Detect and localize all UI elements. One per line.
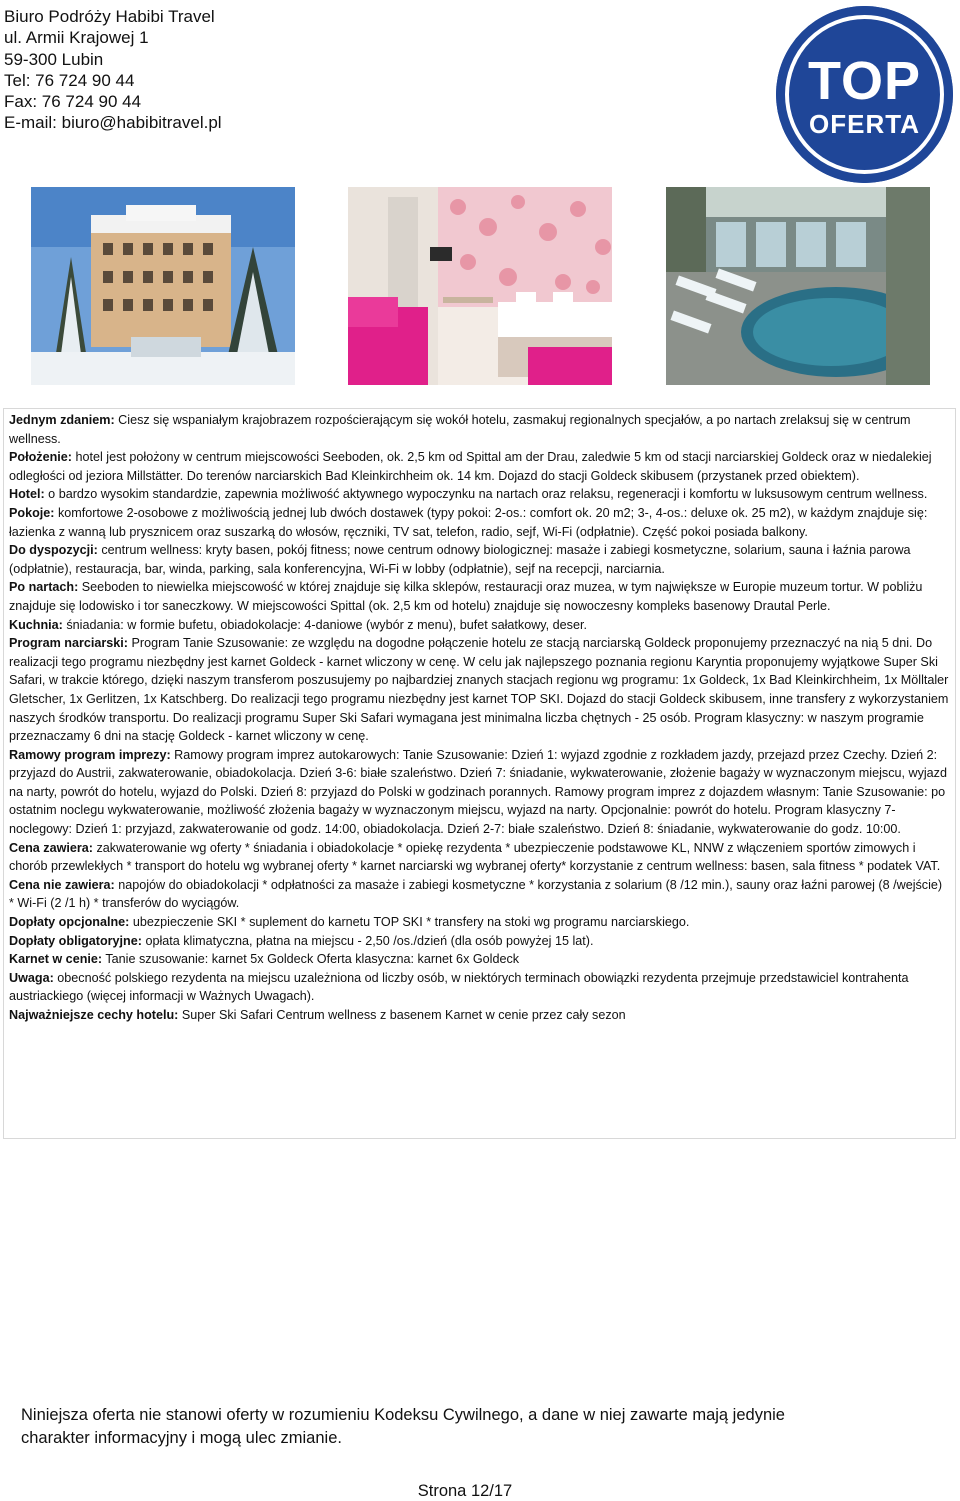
section-paragraph (9, 411, 949, 448)
agency-contact (4, 6, 222, 134)
section-label: Cena nie zawiera: (9, 877, 115, 892)
section-paragraph (9, 913, 949, 932)
section-label: Położenie: (9, 450, 72, 465)
section-text: obecność polskiego rezydenta na miejscu uzależniona od liczby osób, w niektórych terminach obowiązki rezydenta przejmuje przedstawiciel kontrahenta austriackiego (więcej informacji w Ważnych Uwagach). (9, 970, 909, 1004)
hotel-exterior-photo (31, 187, 295, 385)
section-label: Dopłaty opcjonalne: (9, 915, 130, 930)
agency-email: E-mail: biuro@habibitravel.pl (4, 113, 222, 133)
section-text: śniadania: w formie bufetu, obiadokolacje: 4-daniowe (wybór z menu), bufet sałatkowy, deser. (62, 617, 587, 632)
section-text: centrum wellness: kryty basen, pokój fitness; nowe centrum odnowy biologicznej: masaże i zabiegi kosmetyczne, solarium, sauna i łaźnia parowa (odpłatnie), restauracja, bar, winda, parking, sala konferencyjna, Wi-Fi w lobby (odpłatnie), sejf na recepcji, narciarnia. (9, 543, 911, 576)
section-text: zakwaterowanie wg oferty * śniadania i obiadokolacje * opiekę rezydenta * ubezpieczenie podstawowe KL, NNW z włączeniem sportów zimowych i chorób przewlekłych * transport do hotelu wg wybranej oferty * karnet narciarski wg wybranej oferty* korzystanie z centrum wellness: basen, sala fitness * podatek VAT. (9, 840, 941, 874)
section-label: Po nartach: (9, 580, 79, 595)
section-text: Ramowy program imprez autokarowych: Tanie Szusowanie: Dzień 1: wyjazd zgodnie z rozkładem jazdy, przejazd przez Czechy. Dzień 2: przyjazd do Austrii, zakwaterowanie, obiadokolacja. Dzień 3-6: białe szaleństwo. Dzień 7: śniadanie, wykwaterowanie, złożenie bagaży w wyznaczonym miejscu, wyjazd na narty, powrót do hotelu, wyjazd do Polski. Dzień 8: przyjazd do Polski w godzinach porannych. Ramowy program imprez z dojazdem własnym: Tanie Szusowanie: po ostatnim noclegu wykwaterowanie, możliwość złożenia bagaży w wyznaczonym miejscu, wyjazd na narty. Opcjonalnie: powrót do hotelu. Program klasyczny 7-noclegowy: Dzień 1: przyjazd, zakwaterowanie od godz. 14:00, obiadokolacja. Dzień 2-7: białe szaleństwo. Dzień 8: śniadanie, wykwaterowanie do godz. 10:00. (9, 747, 947, 837)
badge-line2: OFERTA (809, 109, 920, 139)
section-paragraph (9, 1006, 949, 1025)
agency-city: 59-300 Lubin (4, 49, 104, 69)
section-label: Uwaga: (9, 970, 54, 985)
section-paragraph (9, 950, 949, 969)
section-text: ubezpieczenie SKI * suplement do karnetu TOP SKI * transfery na stoki wg programu narciarskiego. (129, 915, 690, 930)
section-label: Pokoje: (9, 505, 55, 520)
section-paragraph (9, 746, 949, 839)
section-text: opłata klimatyczna, płatna na miejscu - 2,50 /os./dzień (dla osób powyżej 15 lat). (141, 933, 594, 948)
agency-name: Biuro Podróży Habibi Travel (4, 7, 215, 26)
section-label: Kuchnia: (9, 617, 63, 632)
section-paragraph (9, 504, 949, 541)
section-text: Super Ski Safari Centrum wellness z basenem Karnet w cenie przez cały sezon (178, 1008, 626, 1022)
section-paragraph (9, 932, 949, 951)
section-paragraph (9, 485, 949, 504)
section-label: Karnet w cenie: (9, 952, 103, 967)
section-text: Program Tanie Szusowanie: ze względu na dogodne połączenie hotelu ze stacją narciarską Goldeck proponujemy przeznaczyć na nią 5 dni. Do realizacji tego programu niezbędny jest karnet Goldeck - karnet wliczony w cenę. W celu jak najlepszego poznania regionu Karyntia proponujemy wyjątkowe Super Ski Safari, w trakcie którego, dzięki naszym transferom poszusujemy po najbardziej znanych stacjach regionu wg programu: 1x Goldeck, 1x Bad Kleinkirchheim, 1x Mölltaler Gletscher, 1x Gerlitzen, 1x Katschberg. Do realizacji tego programu niezbędny jest karnet TOP SKI. Dojazd do stacji Goldeck skibusem, inne transfery z wykorzystaniem naszych środków transportu. Do realizacji programu Super Ski Safari wymagana jest minimalna liczba chętnych - 25 osób. Program klasyczny: w naszym programie przeznaczamy 6 dni na stację Goldeck - karnet wliczony w cenę. (9, 636, 949, 744)
section-paragraph (9, 876, 949, 913)
section-text: Seeboden to niewielka miejscowość w której znajduje się kilka sklepów, restauracji oraz muzea, w tym największe w Europie muzeum tortur. W pobliżu znajduje się lodowisko i tor saneczkowy. W miejscowości Spittal (ok. 2,5 km od hotelu) znajduje się nowoczesny kompleks basenowy Drautal Perle. (9, 580, 923, 613)
section-text: o bardzo wysokim standardzie, zapewnia możliwość aktywnego wypoczynku na nartach oraz relaksu, regeneracji i komfortu w luksusowym centrum wellness. (44, 487, 928, 502)
section-paragraph (9, 839, 949, 876)
agency-tel: Tel: 76 724 90 44 (4, 70, 135, 90)
section-label: Program narciarski: (9, 636, 128, 651)
section-text: komfortowe 2-osobowe z możliwością jednej lub dwóch dostawek (typy pokoi: 2-os.: comfort ok. 20 m2; 3-, 4-os.: deluxe ok. 25 m2), w każdym znajduje się: łazienka z wanną lub prysznicem oraz suszarką do włosów, ręczniki, TV sat, telefon, radio, sejf, Wi-Fi (odpłatnie). Część pokoi posiada balkony. (9, 505, 928, 539)
section-paragraph (9, 578, 949, 615)
top-oferta-badge (776, 6, 953, 183)
section-label: Ramowy program imprezy: (9, 747, 171, 762)
section-paragraph (9, 969, 949, 1006)
section-label: Hotel: (9, 487, 45, 502)
section-text: napojów do obiadokolacji * odpłatności za masaże i zabiegi kosmetyczne * korzystania z solarium (8 /12 min.), sauny oraz łaźni parowej (8 /wejście) * Wi-Fi (2 /1 h) * transferów do wyciągów. (9, 877, 943, 911)
section-label: Do dyspozycji: (9, 543, 98, 558)
agency-street: ul. Armii Krajowej 1 (4, 28, 149, 48)
indoor-pool-photo (666, 187, 930, 385)
page-number: Strona 12/17 (417, 1482, 513, 1500)
section-text: Tanie szusowanie: karnet 5x Goldeck Oferta klasyczna: karnet 6x Goldeck (102, 952, 520, 967)
section-text: Ciesz się wspaniałym krajobrazem rozpościerającym się wokół hotelu, zasmakuj regionalnych specjałów, a po nartach zrelaksuj się w centrum wellness. (9, 413, 911, 446)
section-paragraph (9, 634, 949, 746)
section-paragraph (9, 541, 949, 578)
offer-description (9, 411, 949, 1025)
badge-line1: TOP (807, 51, 922, 111)
section-text: hotel jest położony w centrum miejscowości Seeboden, ok. 2,5 km od Spittal am der Drau, zaledwie 5 km od stacji narciarskiej Goldeck oraz w niedalekiej odległości od jeziora Millstätter. Do terenów narciarskich Bad Kleinkirchheim ok. 14 km. Dojazd do stacji Goldeck skibusem (przystanek przed obiektem). (9, 450, 932, 483)
hotel-room-photo (348, 187, 612, 385)
section-label: Cena zawiera: (9, 840, 93, 855)
section-paragraph (9, 448, 949, 485)
section-label: Najważniejsze cechy hotelu: (9, 1008, 179, 1022)
disclaimer-text: Niniejsza oferta nie stanowi oferty w rozumieniu Kodeksu Cywilnego, a dane w niej zawarte mają jedynie charakter informacyjny i mogą ulec zmianie. (21, 1406, 785, 1447)
agency-fax: Fax: 76 724 90 44 (4, 92, 142, 112)
section-label: Jednym zdaniem: (9, 413, 115, 427)
section-paragraph (9, 616, 949, 635)
section-label: Dopłaty obligatoryjne: (9, 933, 142, 948)
